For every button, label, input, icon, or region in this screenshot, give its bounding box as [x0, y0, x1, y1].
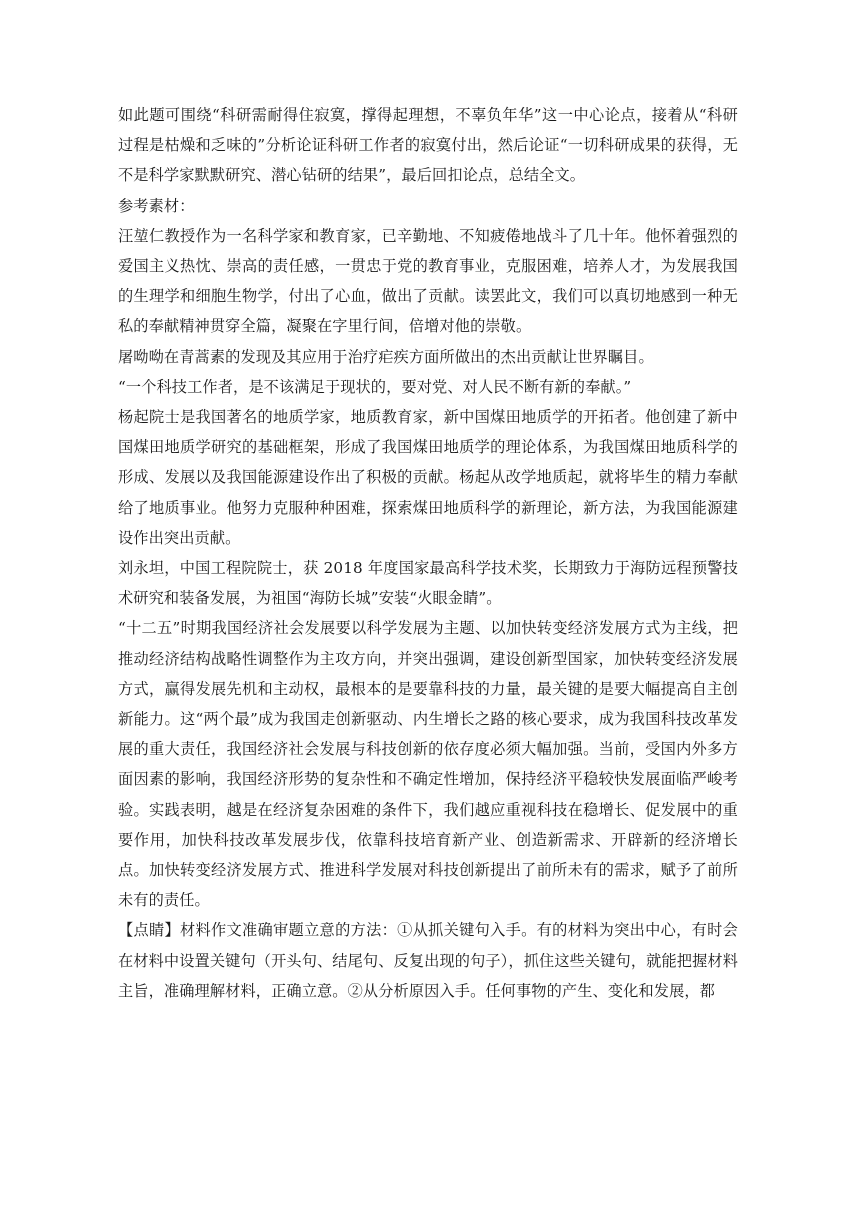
paragraph-wang-kunren: 汪堃仁教授作为一名科学家和教育家，已辛勤地、不知疲倦地战斗了几十年。他怀着强烈的爱国主义热忱、崇高的责任感，一贯忠于党的教育事业，克服困难，培养人才，为发展我国的生理学和细胞生物学，付出了心血，做出了贡献。读罢此文，我们可以真切地感到一种无私的奉献精神贯穿全篇，凝聚在字里行间，倍增对他的崇敬。 — [118, 226, 738, 336]
paragraph-12th-five-year: “十二五”时期我国经济社会发展要以科学发展为主题、以加快转变经济发展方式为主线，把推动经济结构战略性调整作为主攻方向，并突出强调，建设创新型国家，加快转变经济发展方式，赢得发展先机和主动权，最根本的是要靠科技的力量，最关键的是要大幅提高自主创新能力。这“两个最”成为我国走创新驱动、内生增长之路的核心要求，成为我国科技改革发展的重大责任，我国经济社会发展与科技创新的依存度必须大幅加强。当前，受国内外多方面因素的影响，我国经济形势的复杂性和不确定性增加，保持经济平稳较快发展面临严峻考验。实践表明，越是在经济复杂困难的条件下，我们越应重视科技在稳增长、促发展中的重要作用，加快科技改革发展步伐，依靠科技培育新产业、创造新需求、开辟新的经济增长点。加快转变经济发展方式、推进科学发展对科技创新提出了前所未有的需求，赋予了前所未有的责任。 — [118, 619, 738, 910]
paragraph-tu-youyou: 屠呦呦在青蒿素的发现及其应用于治疗疟疾方面所做出的杰出贡献让世界瞩目。 — [118, 347, 654, 366]
paragraph-reference-heading: 参考素材： — [118, 196, 195, 215]
paragraph-analysis: 如此题可围绕“科研需耐得住寂寞，撑得起理想，不辜负年华”这一中心论点，接着从“科研过程是枯燥和乏味的”分析论证科研工作者的寂寞付出，然后论证“一切科研成果的获得，无不是科学家默默研究、潜心钻研的结果”，最后回扣论点，总结全文。 — [118, 106, 738, 185]
paragraph-liu-yongtan: 刘永坦，中国工程院院士，获 2018 年度国家最高科学技术奖，长期致力于海防远程预警技术研究和装备发展，为祖国“海防长城”安装“火眼金睛”。 — [118, 559, 738, 608]
document-page — [118, 100, 738, 1006]
paragraph-dianjing: 【点睛】材料作文准确审题立意的方法：①从抓关键句入手。有的材料为突出中心，有时会在材料中设置关键句（开头句、结尾句、反复出现的句子），抓住这些关键句，就能把握材料主旨，准确理解材料，正确立意。②从分析原因入手。任何事物的产生、变化和发展，都 — [118, 921, 739, 1000]
paragraph-yang-qi: 杨起院士是我国著名的地质学家，地质教育家，新中国煤田地质学的开拓者。他创建了新中国煤田地质学研究的基础框架，形成了我国煤田地质学的理论体系，为我国煤田地质科学的形成、发展以及我国能源建设作出了积极的贡献。杨起从改学地质起，就将毕生的精力奉献给了地质事业。他努力克服种种困难，探索煤田地质科学的新理论，新方法，为我国能源建设作出突出贡献。 — [118, 408, 738, 547]
paragraph-quote: “一个科技工作者，是不该满足于现状的，要对党、对人民不断有新的奉献。” — [118, 377, 632, 396]
